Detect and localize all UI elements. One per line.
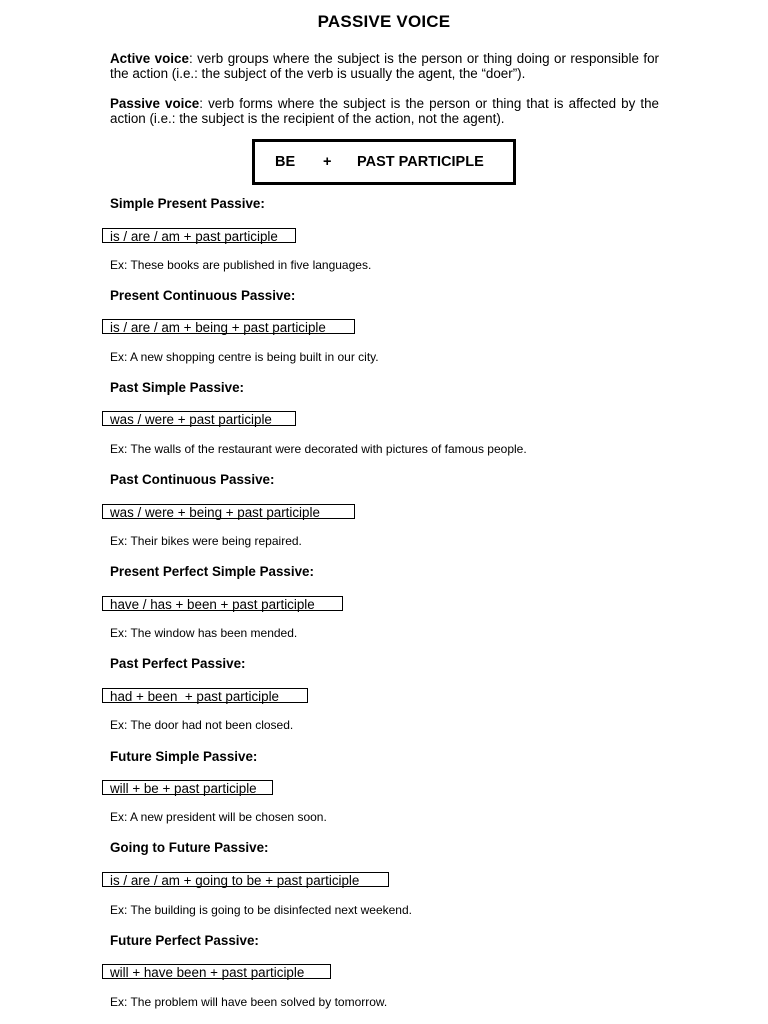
- passive-voice-definition: [110, 96, 659, 126]
- active-voice-text: : verb groups where the subject is the person or thing doing or responsible for the action (i.e.: the subject of the verb is usually the agent, the “doer”).: [110, 51, 660, 81]
- tense-pattern-box: is / are / am + past participle: [102, 228, 296, 243]
- tense-pattern-box: will + have been + past participle: [102, 964, 331, 979]
- active-voice-definition: [110, 51, 659, 81]
- tense-pattern-box: is / are / am + going to be + past participle: [102, 872, 389, 887]
- example-sentence: Ex: A new shopping centre is being built in our city.: [110, 350, 379, 364]
- section-heading: Simple Present Passive:: [110, 196, 265, 211]
- section-heading: Going to Future Passive:: [110, 840, 269, 855]
- be-past-participle-formula: [252, 139, 516, 185]
- example-sentence: Ex: The building is going to be disinfected next weekend.: [110, 903, 412, 917]
- passive-voice-text: : verb forms where the subject is the person or thing that is affected by the action (i.e.: the subject is the recipient of the action, not the agent).: [110, 96, 659, 126]
- formula-plus: +: [323, 154, 332, 170]
- tense-pattern-box: is / are / am + being + past participle: [102, 319, 355, 334]
- section-heading: Past Perfect Passive:: [110, 656, 246, 671]
- section-heading: Past Continuous Passive:: [110, 472, 275, 487]
- example-sentence: Ex: These books are published in five languages.: [110, 258, 372, 272]
- tense-pattern-box: will + be + past participle: [102, 780, 273, 795]
- example-sentence: Ex: The problem will have been solved by tomorrow.: [110, 995, 388, 1009]
- active-voice-term: Active voice: [110, 51, 189, 66]
- example-sentence: Ex: The walls of the restaurant were decorated with pictures of famous people.: [110, 442, 527, 456]
- example-sentence: Ex: Their bikes were being repaired.: [110, 534, 302, 548]
- section-heading: Past Simple Passive:: [110, 380, 244, 395]
- formula-be: BE: [275, 154, 296, 170]
- example-sentence: Ex: A new president will be chosen soon.: [110, 810, 327, 824]
- example-sentence: Ex: The window has been mended.: [110, 626, 298, 640]
- page-title: PASSIVE VOICE: [317, 12, 451, 31]
- tense-pattern-box: have / has + been + past participle: [102, 596, 343, 611]
- tense-pattern-box: was / were + being + past participle: [102, 504, 355, 519]
- formula-past-participle: PAST PARTICIPLE: [357, 154, 484, 170]
- example-sentence: Ex: The door had not been closed.: [110, 718, 294, 732]
- section-heading: Future Simple Passive:: [110, 749, 258, 764]
- tense-pattern-box: had + been + past participle: [102, 688, 308, 703]
- section-heading: Present Perfect Simple Passive:: [110, 564, 314, 579]
- tense-pattern-box: was / were + past participle: [102, 411, 296, 426]
- section-heading: Present Continuous Passive:: [110, 288, 296, 303]
- passive-voice-term: Passive voice: [110, 96, 200, 111]
- section-heading: Future Perfect Passive:: [110, 933, 259, 948]
